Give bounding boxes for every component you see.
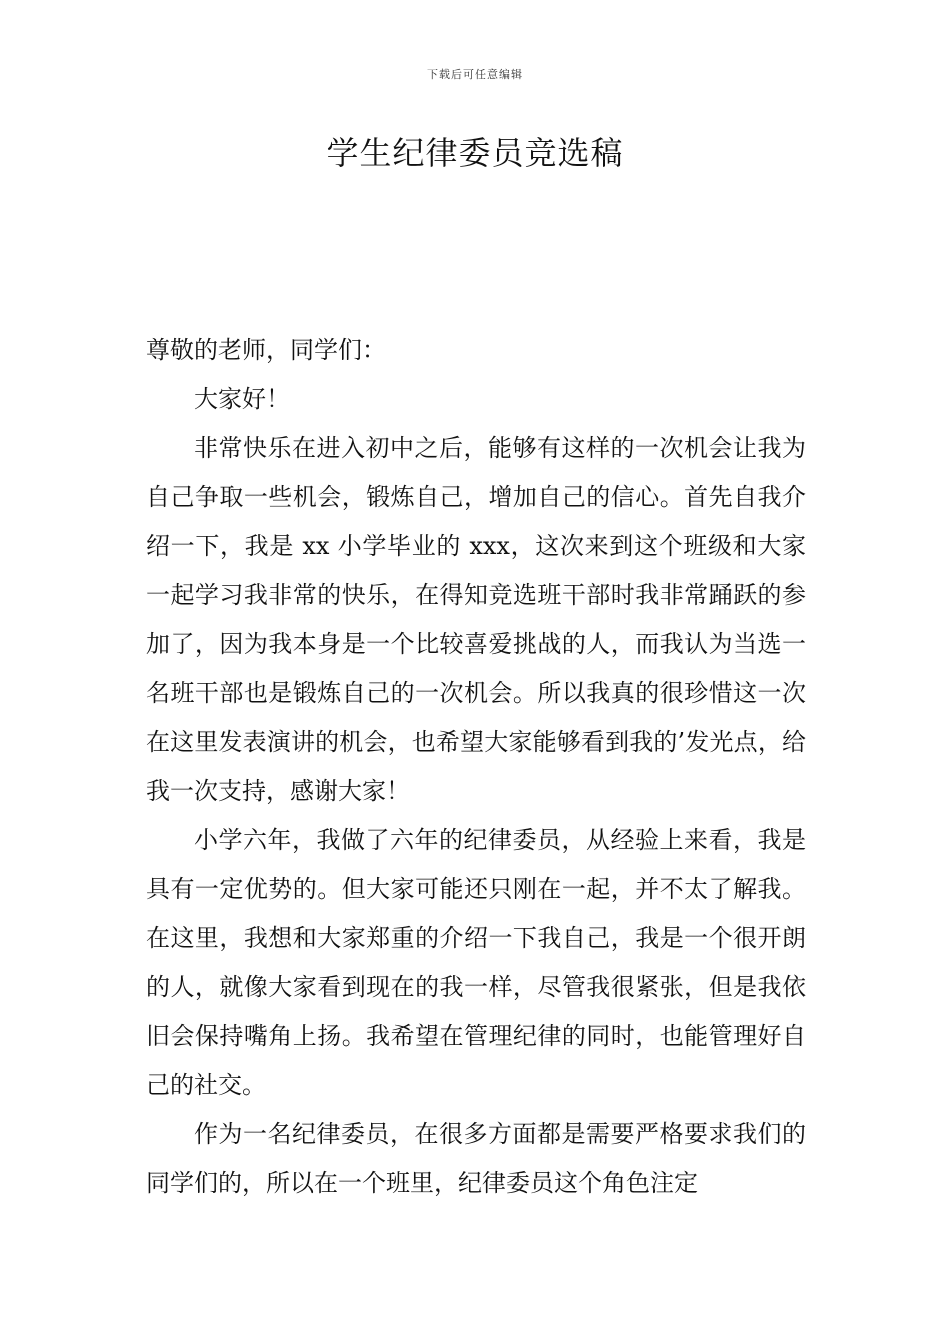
page-title: 学生纪律委员竞选稿 <box>326 134 624 172</box>
header-note: 下载后可任意编辑 <box>427 68 523 81</box>
document-body <box>146 326 806 1208</box>
paragraph-responsibility: 作为一名纪律委员，在很多方面都是需要严格要求我们的同学们的，所以在一个班里，纪律委员这个角色注定 <box>146 1120 806 1197</box>
paragraph-introduction: 非常快乐在进入初中之后，能够有这样的一次机会让我为自己争取一些机会，锻炼自己，增加自己的信心。首先自我介绍一下，我是 xx 小学毕业的 xxx，这次来到这个班级和大家一起学习我非常的快乐，在得知竞选班干部时我非常踊跃的参加了，因为我本身是一个比较喜爱挑战的人，而我认为当选一名班干部也是锻炼自己的一次机会。所以我真的很珍惜这一次在这里发表演讲的机会，也希望大家能够看到我的’发光点，给我一次支持，感谢大家！ <box>146 434 806 805</box>
salutation: 尊敬的老师，同学们： <box>146 336 386 364</box>
paragraph-greeting: 大家好！ <box>194 385 290 413</box>
paragraph-experience: 小学六年，我做了六年的纪律委员，从经验上来看，我是具有一定优势的。但大家可能还只刚在一起，并不太了解我。在这里，我想和大家郑重的介绍一下我自己，我是一个很开朗的人，就像大家看到现在的我一样，尽管我很紧张，但是我依旧会保持嘴角上扬。我希望在管理纪律的同时，也能管理好自己的社交。 <box>146 826 806 1099</box>
